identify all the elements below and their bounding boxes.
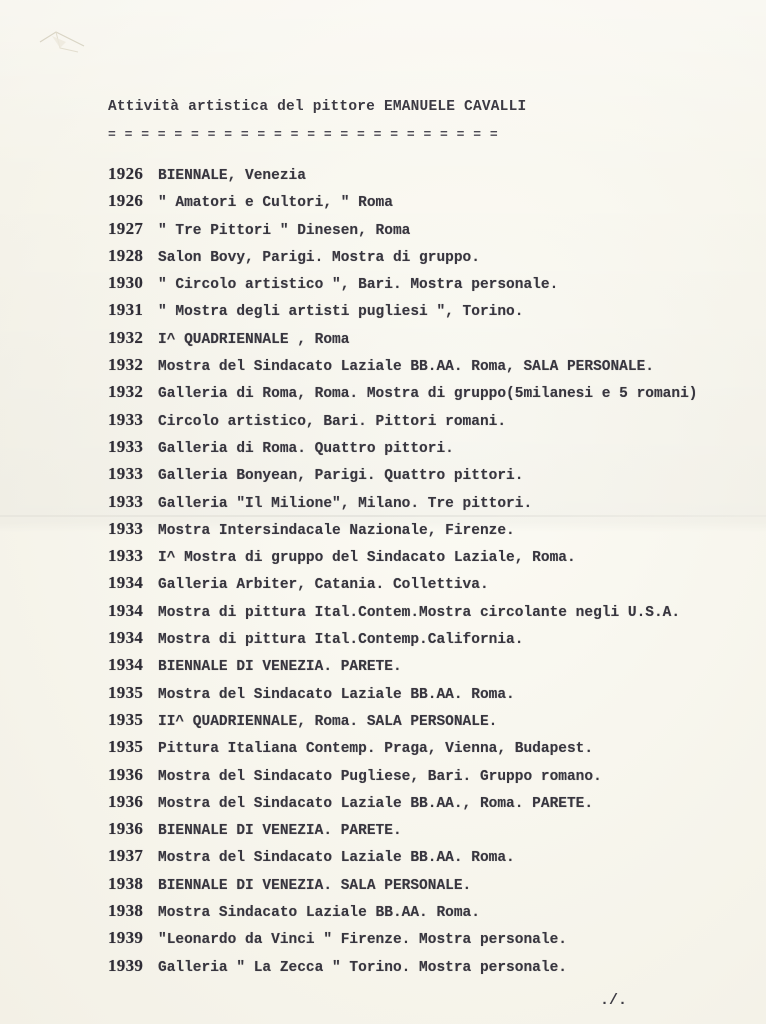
entry-year: 1938	[108, 901, 144, 921]
list-item	[108, 433, 698, 460]
entry-description: " Circolo artistico ", Bari. Mostra personale.	[158, 277, 559, 294]
paper-crease-icon	[38, 28, 86, 56]
entry-year: 1935	[108, 737, 144, 757]
list-item	[108, 324, 698, 351]
list-item	[108, 378, 698, 405]
entry-description: BIENNALE, Venezia	[158, 168, 306, 184]
entry-description: Mostra di pittura Ital.Contem.Mostra circolante negli U.S.A.	[158, 604, 681, 621]
entry-description: BIENNALE DI VENEZIA. PARETE.	[158, 659, 402, 676]
entry-description: Mostra Sindacato Laziale BB.AA. Roma.	[158, 905, 480, 922]
list-item	[108, 406, 698, 433]
entry-description: Galleria Bonyean, Parigi. Quattro pittori.	[158, 468, 524, 485]
entry-description: Salon Bovy, Parigi. Mostra di gruppo.	[158, 249, 480, 266]
list-item	[108, 897, 698, 924]
list-item	[108, 542, 698, 569]
entry-year: 1936	[108, 764, 144, 784]
entry-year: 1934	[108, 600, 144, 620]
entry-year: 1933	[108, 436, 144, 456]
entry-year: 1933	[108, 464, 144, 484]
title-underline: = = = = = = = = = = = = = = = = = = = = = = = =	[108, 127, 499, 142]
entry-description: I^ Mostra di gruppo del Sindacato Laziale, Roma.	[158, 550, 576, 567]
entry-description: Mostra del Sindacato Laziale BB.AA. Roma.	[158, 850, 515, 867]
list-item	[108, 515, 698, 542]
list-item	[108, 842, 698, 869]
entry-year: 1936	[108, 791, 144, 811]
entry-description: Galleria di Roma, Roma. Mostra di gruppo(5milanesi e 5 romani)	[158, 386, 698, 403]
entry-year: 1934	[108, 628, 144, 648]
list-item	[108, 952, 698, 979]
list-item	[108, 924, 698, 951]
entry-description: " Mostra degli artisti pugliesi ", Torino.	[158, 304, 524, 321]
entry-year: 1928	[108, 245, 144, 265]
entry-year: 1926	[108, 164, 144, 183]
entry-year: 1933	[108, 518, 144, 538]
entry-year: 1933	[108, 491, 144, 511]
list-item	[108, 597, 698, 624]
entry-description: II^ QUADRIENNALE, Roma. SALA PERSONALE.	[158, 713, 498, 730]
entry-description: Pittura Italiana Contemp. Praga, Vienna, Budapest.	[158, 741, 594, 758]
entry-year: 1935	[108, 709, 144, 729]
list-item	[108, 569, 698, 596]
list-item	[108, 269, 698, 296]
exhibition-list	[108, 160, 698, 979]
list-item	[108, 160, 698, 187]
list-item	[108, 215, 698, 242]
list-item	[108, 870, 698, 897]
list-item	[108, 733, 698, 760]
list-item	[108, 679, 698, 706]
entry-year: 1934	[108, 573, 144, 593]
entry-year: 1938	[108, 873, 144, 893]
entry-year: 1934	[108, 655, 144, 675]
entry-year: 1927	[108, 218, 144, 238]
entry-year: 1939	[108, 928, 144, 948]
list-item	[108, 187, 698, 214]
entry-year: 1933	[108, 546, 144, 566]
entry-description: BIENNALE DI VENEZIA. PARETE.	[158, 823, 402, 840]
entry-description: " Tre Pittori " Dinesen, Roma	[158, 222, 411, 239]
entry-year: 1931	[108, 300, 144, 320]
entry-description: Mostra del Sindacato Laziale BB.AA., Roma. PARETE.	[158, 795, 594, 812]
entry-description: "Leonardo da Vinci " Firenze. Mostra personale.	[158, 932, 567, 949]
entry-description: Circolo artistico, Bari. Pittori romani.	[158, 413, 507, 430]
entry-year: 1935	[108, 682, 144, 702]
list-item	[108, 488, 698, 515]
entry-year: 1936	[108, 819, 144, 839]
entry-description: " Amatori e Cultori, " Roma	[158, 195, 393, 212]
list-item	[108, 460, 698, 487]
entry-year: 1926	[108, 191, 144, 211]
list-item	[108, 815, 698, 842]
entry-description: Galleria " La Zecca " Torino. Mostra personale.	[158, 959, 567, 976]
entry-description: Mostra di pittura Ital.Contemp.California.	[158, 632, 524, 649]
entry-description: Mostra del Sindacato Laziale BB.AA. Roma.	[158, 686, 515, 703]
entry-description: Galleria "Il Milione", Milano. Tre pittori.	[158, 495, 533, 512]
list-item	[108, 242, 698, 269]
page-continuation-mark: ./.	[600, 992, 628, 1009]
list-item	[108, 651, 698, 678]
entry-description: Mostra Intersindacale Nazionale, Firenze.	[158, 522, 515, 539]
entry-description: Galleria Arbiter, Catania. Collettiva.	[158, 577, 489, 594]
entry-description: I^ QUADRIENNALE , Roma	[158, 331, 350, 348]
list-item	[108, 761, 698, 788]
entry-description: Mostra del Sindacato Laziale BB.AA. Roma, SALA PERSONALE.	[158, 359, 654, 376]
entry-year: 1930	[108, 273, 144, 293]
list-item	[108, 706, 698, 733]
entry-description: BIENNALE DI VENEZIA. SALA PERSONALE.	[158, 877, 472, 894]
entry-description: Galleria di Roma. Quattro pittori.	[158, 440, 454, 457]
entry-year: 1937	[108, 846, 144, 866]
list-item	[108, 624, 698, 651]
entry-year: 1939	[108, 955, 144, 975]
entry-year: 1932	[108, 355, 144, 375]
entry-description: Mostra del Sindacato Pugliese, Bari. Gruppo romano.	[158, 768, 602, 785]
entry-year: 1933	[108, 409, 144, 429]
entry-year: 1932	[108, 382, 144, 402]
list-item	[108, 296, 698, 323]
list-item	[108, 351, 698, 378]
document-title: Attività artistica del pittore EMANUELE CAVALLI	[108, 99, 527, 115]
entry-year: 1932	[108, 327, 144, 347]
list-item	[108, 788, 698, 815]
